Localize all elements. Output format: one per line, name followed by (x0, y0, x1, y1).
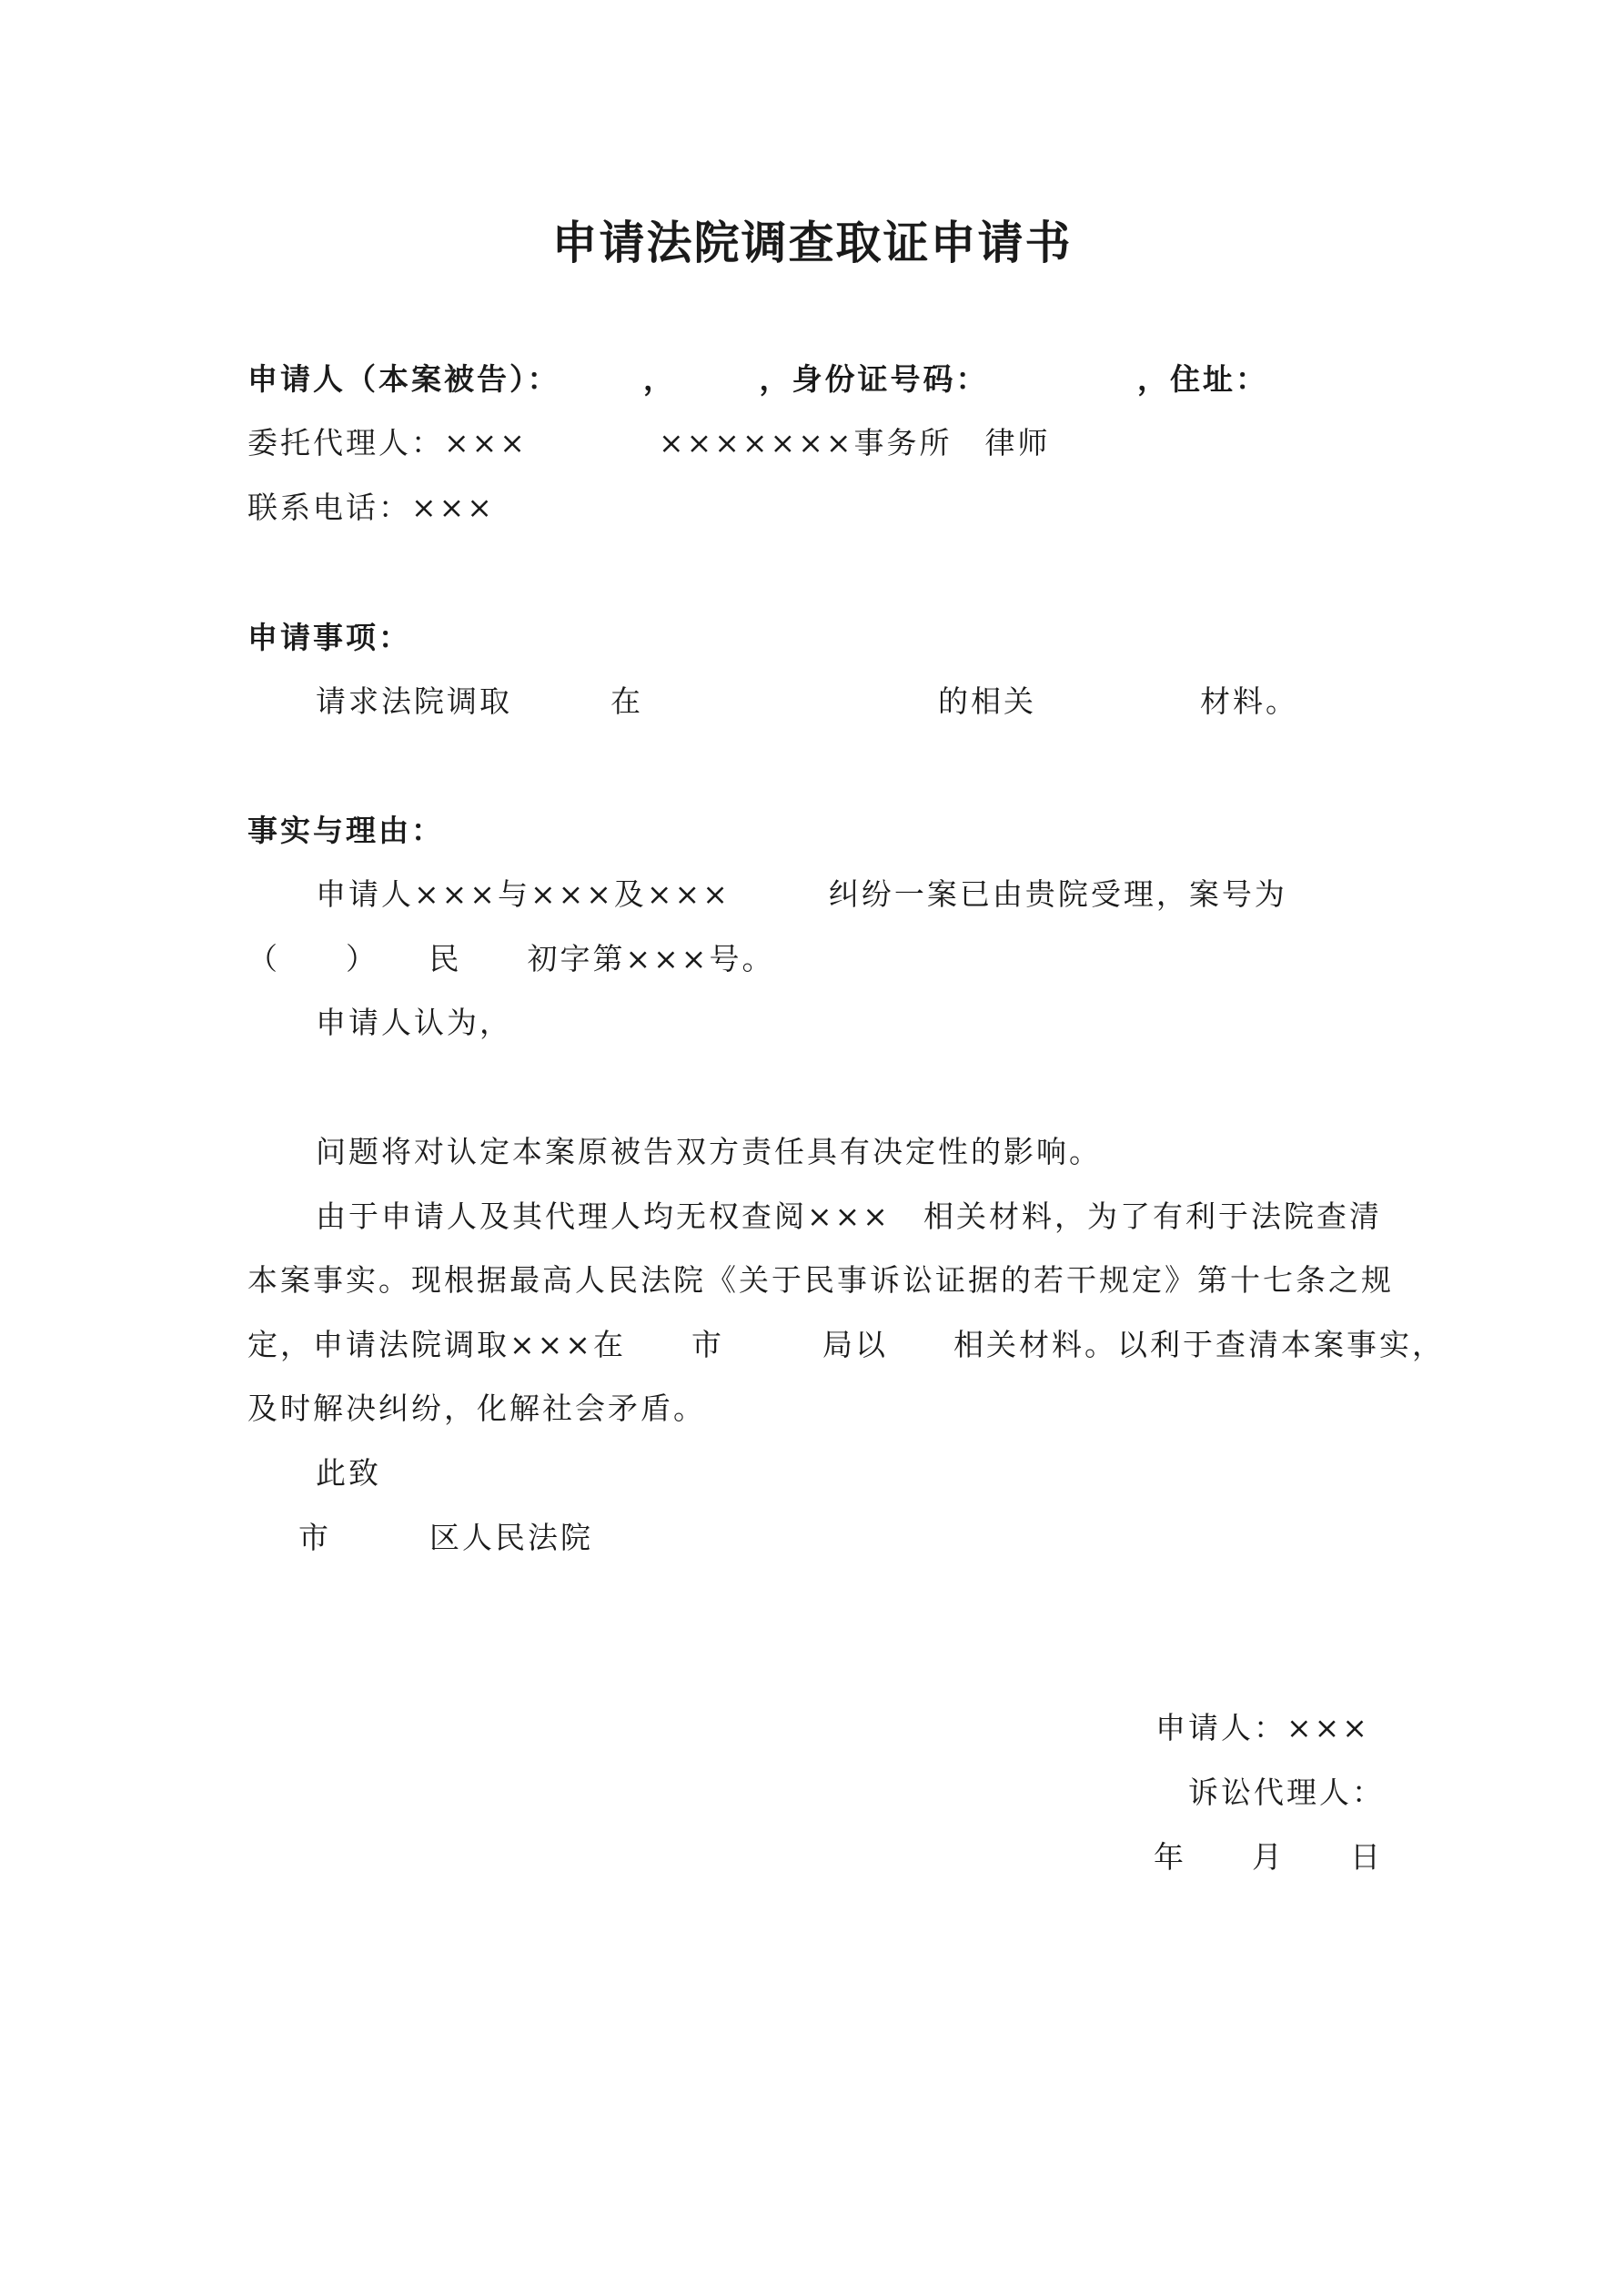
document-title: 申请法院调查取证申请书 (551, 216, 1073, 269)
facts-paragraph-4-line-3: 定，申请法院调取×××在 市 局以 相关材料。以利于查清本案事实， (247, 1327, 1445, 1362)
court-name: 市 区人民法院 (298, 1520, 593, 1555)
applicant-line: 申请人（本案被告）： ， ，身份证号码： ，住址： (247, 361, 1268, 397)
facts-paragraph-2: 申请人认为， (316, 1005, 512, 1040)
phone-line: 联系电话：××× (247, 490, 495, 525)
facts-paragraph-1-line-1: 申请人×××与×××及××× 纠纷一案已由贵院受理，案号为 (316, 876, 1287, 912)
request-heading: 申请事项： (247, 620, 411, 655)
signature-applicant: 申请人：××× (1155, 1710, 1370, 1745)
facts-heading: 事实与理由： (247, 813, 444, 848)
request-body: 请求法院调取 在 的相关 材料。 (316, 683, 1298, 719)
facts-paragraph-4-line-4: 及时解决纠纷，化解社会矛盾。 (247, 1391, 706, 1426)
facts-paragraph-4-line-2: 本案事实。现根据最高人民法院《关于民事诉讼证据的若干规定》第十七条之规 (247, 1262, 1394, 1298)
closing-phrase: 此致 (316, 1455, 381, 1491)
signature-agent: 诉讼代理人： (1188, 1775, 1385, 1810)
agent-line: 委托代理人：××× ×××××××事务所 律师 (247, 425, 1051, 460)
signature-date: 年 月 日 (1154, 1839, 1383, 1875)
facts-paragraph-3: 问题将对认定本案原被告双方责任具有决定性的影响。 (316, 1134, 1102, 1169)
facts-paragraph-4-line-1: 由于申请人及其代理人均无权查阅××× 相关材料，为了有利于法院查清 (316, 1199, 1382, 1234)
facts-paragraph-1-line-2: （ ） 民 初字第×××号。 (247, 941, 775, 976)
